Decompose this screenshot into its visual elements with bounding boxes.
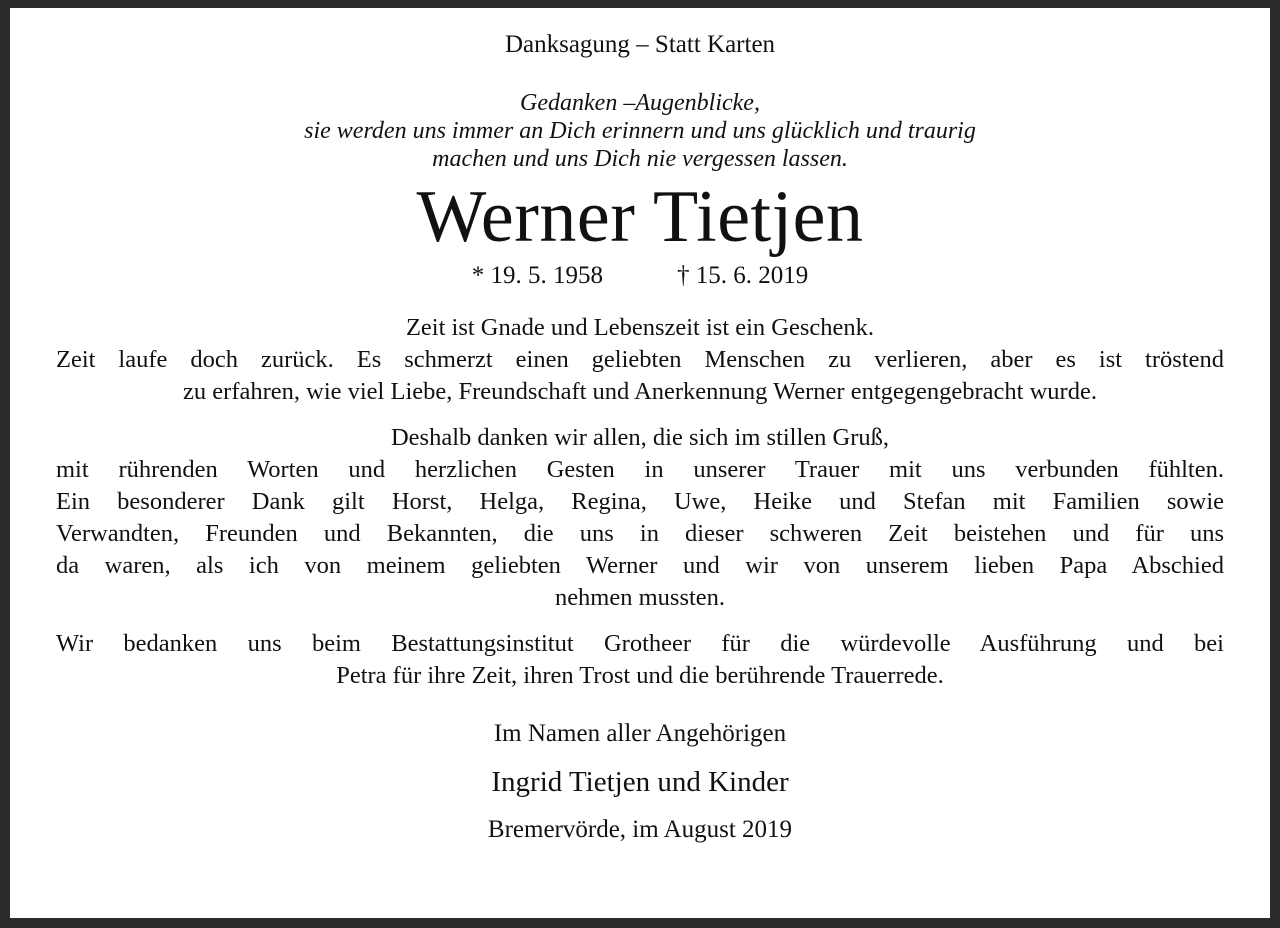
poem-line: Gedanken –Augenblicke, <box>520 90 760 116</box>
paragraph-thanks <box>56 422 1224 614</box>
text-line: da waren, als ich von meinem geliebten Werner und wir von unserem lieben Papa Abschied <box>56 552 1224 579</box>
notice-heading: Danksagung – Statt Karten <box>504 31 776 58</box>
closing-line: Im Namen aller Angehörigen <box>493 720 787 747</box>
text-line: zu erfahren, wie viel Liebe, Freundschaft und Anerkennung Werner entgegengebracht wurde. <box>183 378 1097 405</box>
text-line: Petra für ihre Zeit, ihren Trost und die berührende Trauerrede. <box>336 662 944 689</box>
poem <box>10 89 1270 173</box>
place-date: Bremervörde, im August 2019 <box>487 816 793 843</box>
text-line: Zeit laufe doch zurück. Es schmerzt einen geliebten Menschen zu verlieren, aber es ist tröstend <box>56 346 1224 373</box>
obituary-notice <box>10 8 1270 918</box>
birth-date: * 19. 5. 1958 <box>471 262 603 289</box>
text-line: nehmen mussten. <box>554 584 726 611</box>
text-line: Verwandten, Freunden und Bekannten, die uns in dieser schweren Zeit beistehen und für uns <box>56 520 1224 547</box>
paragraph-funeral-thanks <box>56 628 1224 692</box>
text-line: Zeit ist Gnade und Lebenszeit ist ein Geschenk. <box>405 314 875 341</box>
text-line: Wir bedanken uns beim Bestattungsinstitut Grotheer für die würdevolle Ausführung und bei <box>56 630 1224 657</box>
life-dates <box>10 261 1270 291</box>
poem-line: machen und uns Dich nie vergessen lassen. <box>432 146 848 172</box>
death-date: † 15. 6. 2019 <box>677 262 809 289</box>
text-line: Deshalb danken wir allen, die sich im stillen Gruß, <box>390 424 890 451</box>
signer-name: Ingrid Tietjen und Kinder <box>491 766 789 798</box>
text-line: Ein besonderer Dank gilt Horst, Helga, Regina, Uwe, Heike und Stefan mit Familien sowie <box>56 488 1224 515</box>
text-line: mit rührenden Worten und herzlichen Gesten in unserer Trauer mit uns verbunden fühlten. <box>56 456 1224 483</box>
poem-line: sie werden uns immer an Dich erinnern und uns glücklich und traurig <box>304 118 976 144</box>
paragraph-gratitude <box>56 312 1224 408</box>
deceased-name: Werner Tietjen <box>416 176 864 258</box>
